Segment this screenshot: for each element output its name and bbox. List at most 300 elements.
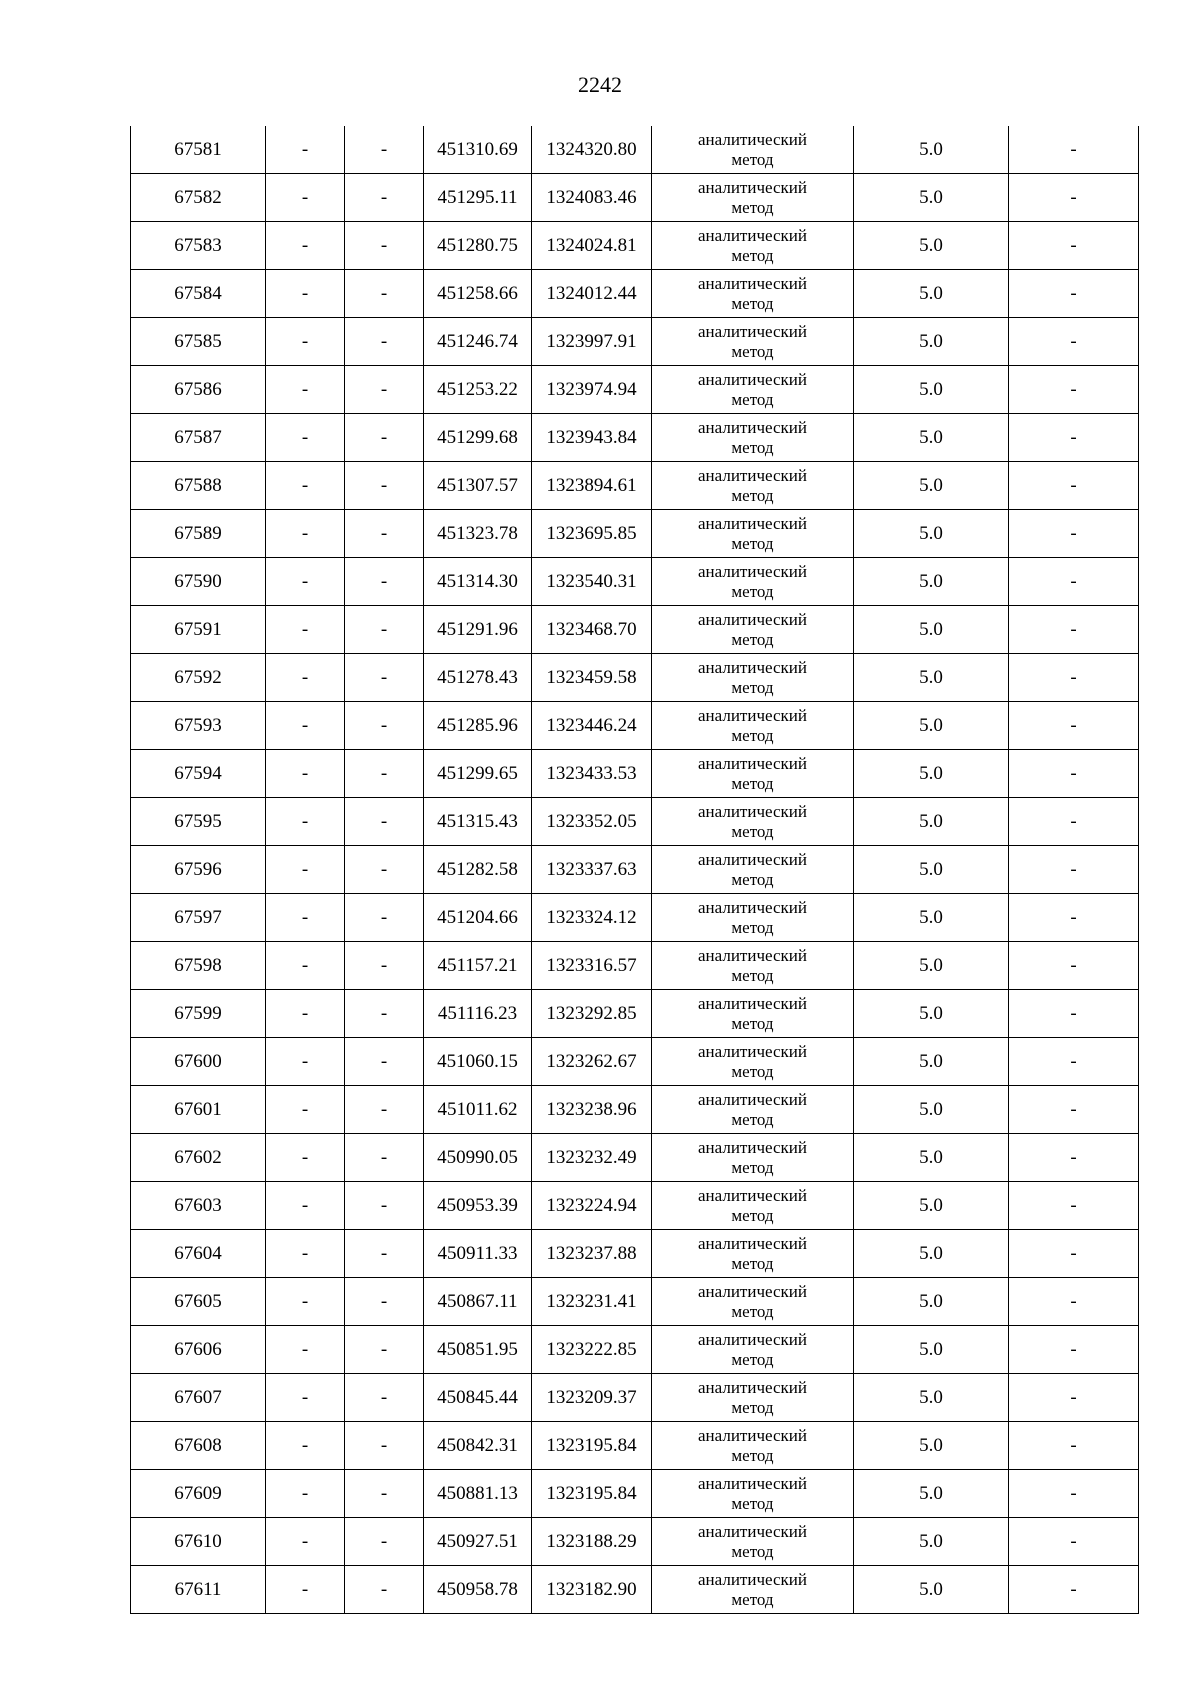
accuracy-cell: 5.0	[854, 1326, 1009, 1374]
method-line-1: аналитический	[698, 1233, 807, 1253]
point-number-cell: 67608	[131, 1422, 266, 1470]
method-cell	[652, 1278, 854, 1326]
y-coordinate-cell: 1323943.84	[532, 414, 652, 462]
accuracy-cell: 5.0	[854, 366, 1009, 414]
method-line-1: аналитический	[698, 129, 807, 149]
method-line-1: аналитический	[698, 705, 807, 725]
point-number-cell: 67587	[131, 414, 266, 462]
note-cell: -	[1009, 318, 1139, 366]
note-cell: -	[1009, 510, 1139, 558]
x-coordinate-cell: 450927.51	[424, 1518, 532, 1566]
method-cell	[652, 222, 854, 270]
method-line-2: метод	[731, 869, 774, 889]
empty-value-cell: -	[345, 1182, 424, 1230]
empty-value-cell: -	[266, 1470, 345, 1518]
x-coordinate-cell: 451282.58	[424, 846, 532, 894]
note-cell: -	[1009, 270, 1139, 318]
y-coordinate-cell: 1323238.96	[532, 1086, 652, 1134]
x-coordinate-cell: 450845.44	[424, 1374, 532, 1422]
method-cell	[652, 270, 854, 318]
table-row	[131, 414, 1139, 462]
x-coordinate-cell: 450851.95	[424, 1326, 532, 1374]
x-coordinate-cell: 451280.75	[424, 222, 532, 270]
empty-value-cell: -	[266, 1518, 345, 1566]
empty-value-cell: -	[345, 1134, 424, 1182]
note-cell: -	[1009, 462, 1139, 510]
empty-value-cell: -	[345, 1566, 424, 1614]
method-line-2: метод	[731, 1253, 774, 1273]
y-coordinate-cell: 1323182.90	[532, 1566, 652, 1614]
empty-value-cell: -	[345, 1230, 424, 1278]
method-line-1: аналитический	[698, 1425, 807, 1445]
note-cell: -	[1009, 654, 1139, 702]
empty-value-cell: -	[345, 846, 424, 894]
accuracy-cell: 5.0	[854, 942, 1009, 990]
empty-value-cell: -	[345, 1038, 424, 1086]
method-cell	[652, 1086, 854, 1134]
accuracy-cell: 5.0	[854, 222, 1009, 270]
method-line-1: аналитический	[698, 801, 807, 821]
empty-value-cell: -	[266, 1230, 345, 1278]
table-row	[131, 1326, 1139, 1374]
y-coordinate-cell: 1324320.80	[532, 126, 652, 174]
x-coordinate-cell: 451299.65	[424, 750, 532, 798]
note-cell: -	[1009, 798, 1139, 846]
accuracy-cell: 5.0	[854, 558, 1009, 606]
point-number-cell: 67591	[131, 606, 266, 654]
empty-value-cell: -	[266, 846, 345, 894]
empty-value-cell: -	[266, 894, 345, 942]
point-number-cell: 67590	[131, 558, 266, 606]
table-row	[131, 1230, 1139, 1278]
table-row	[131, 222, 1139, 270]
empty-value-cell: -	[266, 414, 345, 462]
method-line-2: метод	[731, 389, 774, 409]
empty-value-cell: -	[266, 1326, 345, 1374]
empty-value-cell: -	[345, 798, 424, 846]
method-cell	[652, 798, 854, 846]
x-coordinate-cell: 451157.21	[424, 942, 532, 990]
empty-value-cell: -	[345, 222, 424, 270]
table-row	[131, 1566, 1139, 1614]
method-line-2: метод	[731, 1061, 774, 1081]
y-coordinate-cell: 1323224.94	[532, 1182, 652, 1230]
x-coordinate-cell: 451295.11	[424, 174, 532, 222]
method-line-2: метод	[731, 677, 774, 697]
accuracy-cell: 5.0	[854, 1230, 1009, 1278]
method-line-1: аналитический	[698, 273, 807, 293]
y-coordinate-cell: 1323316.57	[532, 942, 652, 990]
empty-value-cell: -	[266, 1278, 345, 1326]
method-cell	[652, 1230, 854, 1278]
empty-value-cell: -	[345, 750, 424, 798]
accuracy-cell: 5.0	[854, 702, 1009, 750]
x-coordinate-cell: 451060.15	[424, 1038, 532, 1086]
y-coordinate-cell: 1323292.85	[532, 990, 652, 1038]
method-line-2: метод	[731, 1397, 774, 1417]
accuracy-cell: 5.0	[854, 1470, 1009, 1518]
point-number-cell: 67601	[131, 1086, 266, 1134]
method-line-2: метод	[731, 341, 774, 361]
method-line-2: метод	[731, 1541, 774, 1561]
method-line-1: аналитический	[698, 1041, 807, 1061]
method-line-2: метод	[731, 1445, 774, 1465]
empty-value-cell: -	[266, 1086, 345, 1134]
empty-value-cell: -	[266, 942, 345, 990]
table-row	[131, 990, 1139, 1038]
note-cell: -	[1009, 1518, 1139, 1566]
method-line-1: аналитический	[698, 1185, 807, 1205]
method-line-2: метод	[731, 1109, 774, 1129]
x-coordinate-cell: 451314.30	[424, 558, 532, 606]
method-line-1: аналитический	[698, 321, 807, 341]
accuracy-cell: 5.0	[854, 462, 1009, 510]
x-coordinate-cell: 450911.33	[424, 1230, 532, 1278]
note-cell: -	[1009, 1374, 1139, 1422]
y-coordinate-cell: 1323195.84	[532, 1422, 652, 1470]
accuracy-cell: 5.0	[854, 270, 1009, 318]
x-coordinate-cell: 451011.62	[424, 1086, 532, 1134]
y-coordinate-cell: 1323352.05	[532, 798, 652, 846]
x-coordinate-cell: 451278.43	[424, 654, 532, 702]
method-line-2: метод	[731, 197, 774, 217]
note-cell: -	[1009, 702, 1139, 750]
method-cell	[652, 702, 854, 750]
method-line-2: метод	[731, 245, 774, 265]
method-line-1: аналитический	[698, 417, 807, 437]
point-number-cell: 67610	[131, 1518, 266, 1566]
empty-value-cell: -	[266, 654, 345, 702]
method-cell	[652, 1566, 854, 1614]
empty-value-cell: -	[266, 366, 345, 414]
x-coordinate-cell: 451310.69	[424, 126, 532, 174]
note-cell: -	[1009, 846, 1139, 894]
accuracy-cell: 5.0	[854, 798, 1009, 846]
accuracy-cell: 5.0	[854, 846, 1009, 894]
method-line-1: аналитический	[698, 945, 807, 965]
table-row	[131, 126, 1139, 174]
method-cell	[652, 750, 854, 798]
empty-value-cell: -	[345, 558, 424, 606]
method-cell	[652, 894, 854, 942]
method-line-2: метод	[731, 1157, 774, 1177]
method-line-1: аналитический	[698, 1281, 807, 1301]
accuracy-cell: 5.0	[854, 990, 1009, 1038]
x-coordinate-cell: 450953.39	[424, 1182, 532, 1230]
point-number-cell: 67584	[131, 270, 266, 318]
empty-value-cell: -	[345, 1086, 424, 1134]
x-coordinate-cell: 451323.78	[424, 510, 532, 558]
y-coordinate-cell: 1323188.29	[532, 1518, 652, 1566]
y-coordinate-cell: 1323468.70	[532, 606, 652, 654]
table-row	[131, 318, 1139, 366]
method-line-1: аналитический	[698, 1569, 807, 1589]
point-number-cell: 67597	[131, 894, 266, 942]
empty-value-cell: -	[345, 174, 424, 222]
method-line-2: метод	[731, 293, 774, 313]
table-row	[131, 702, 1139, 750]
x-coordinate-cell: 451204.66	[424, 894, 532, 942]
point-number-cell: 67603	[131, 1182, 266, 1230]
point-number-cell: 67606	[131, 1326, 266, 1374]
point-number-cell: 67586	[131, 366, 266, 414]
method-cell	[652, 126, 854, 174]
empty-value-cell: -	[266, 1422, 345, 1470]
y-coordinate-cell: 1323695.85	[532, 510, 652, 558]
empty-value-cell: -	[345, 702, 424, 750]
method-cell	[652, 606, 854, 654]
empty-value-cell: -	[266, 318, 345, 366]
method-cell	[652, 1182, 854, 1230]
method-line-1: аналитический	[698, 1473, 807, 1493]
x-coordinate-cell: 451116.23	[424, 990, 532, 1038]
point-number-cell: 67593	[131, 702, 266, 750]
y-coordinate-cell: 1323324.12	[532, 894, 652, 942]
method-line-2: метод	[731, 437, 774, 457]
table-body	[131, 126, 1139, 1614]
empty-value-cell: -	[345, 510, 424, 558]
empty-value-cell: -	[266, 174, 345, 222]
note-cell: -	[1009, 1182, 1139, 1230]
table-row	[131, 366, 1139, 414]
x-coordinate-cell: 451258.66	[424, 270, 532, 318]
method-line-2: метод	[731, 1349, 774, 1369]
method-line-2: метод	[731, 533, 774, 553]
y-coordinate-cell: 1323232.49	[532, 1134, 652, 1182]
method-line-2: метод	[731, 1013, 774, 1033]
method-line-1: аналитический	[698, 849, 807, 869]
empty-value-cell: -	[266, 462, 345, 510]
note-cell: -	[1009, 606, 1139, 654]
y-coordinate-cell: 1323446.24	[532, 702, 652, 750]
page-number: 2242	[578, 72, 622, 97]
x-coordinate-cell: 451246.74	[424, 318, 532, 366]
note-cell: -	[1009, 990, 1139, 1038]
empty-value-cell: -	[266, 510, 345, 558]
x-coordinate-cell: 450990.05	[424, 1134, 532, 1182]
empty-value-cell: -	[266, 270, 345, 318]
method-line-1: аналитический	[698, 897, 807, 917]
empty-value-cell: -	[345, 462, 424, 510]
accuracy-cell: 5.0	[854, 1422, 1009, 1470]
method-line-2: метод	[731, 725, 774, 745]
point-number-cell: 67598	[131, 942, 266, 990]
note-cell: -	[1009, 366, 1139, 414]
note-cell: -	[1009, 942, 1139, 990]
accuracy-cell: 5.0	[854, 1518, 1009, 1566]
method-line-1: аналитический	[698, 657, 807, 677]
accuracy-cell: 5.0	[854, 750, 1009, 798]
method-line-2: метод	[731, 1589, 774, 1609]
method-line-1: аналитический	[698, 225, 807, 245]
y-coordinate-cell: 1323540.31	[532, 558, 652, 606]
empty-value-cell: -	[345, 894, 424, 942]
x-coordinate-cell: 450881.13	[424, 1470, 532, 1518]
y-coordinate-cell: 1323997.91	[532, 318, 652, 366]
accuracy-cell: 5.0	[854, 1086, 1009, 1134]
x-coordinate-cell: 450958.78	[424, 1566, 532, 1614]
empty-value-cell: -	[345, 654, 424, 702]
accuracy-cell: 5.0	[854, 1134, 1009, 1182]
table-row	[131, 1278, 1139, 1326]
method-line-1: аналитический	[698, 993, 807, 1013]
x-coordinate-cell: 451299.68	[424, 414, 532, 462]
method-cell	[652, 1038, 854, 1086]
table-row	[131, 798, 1139, 846]
accuracy-cell: 5.0	[854, 1374, 1009, 1422]
empty-value-cell: -	[266, 1182, 345, 1230]
x-coordinate-cell: 451307.57	[424, 462, 532, 510]
table-row	[131, 1086, 1139, 1134]
accuracy-cell: 5.0	[854, 414, 1009, 462]
empty-value-cell: -	[266, 1038, 345, 1086]
method-line-1: аналитический	[698, 369, 807, 389]
y-coordinate-cell: 1323974.94	[532, 366, 652, 414]
table-row	[131, 1422, 1139, 1470]
y-coordinate-cell: 1323894.61	[532, 462, 652, 510]
empty-value-cell: -	[345, 990, 424, 1038]
table-row	[131, 174, 1139, 222]
note-cell: -	[1009, 1326, 1139, 1374]
method-line-1: аналитический	[698, 561, 807, 581]
method-line-2: метод	[731, 1301, 774, 1321]
y-coordinate-cell: 1323222.85	[532, 1326, 652, 1374]
point-number-cell: 67607	[131, 1374, 266, 1422]
accuracy-cell: 5.0	[854, 126, 1009, 174]
method-cell	[652, 318, 854, 366]
accuracy-cell: 5.0	[854, 1566, 1009, 1614]
method-line-1: аналитический	[698, 513, 807, 533]
empty-value-cell: -	[266, 126, 345, 174]
note-cell: -	[1009, 750, 1139, 798]
note-cell: -	[1009, 894, 1139, 942]
note-cell: -	[1009, 1038, 1139, 1086]
note-cell: -	[1009, 1422, 1139, 1470]
table-row	[131, 654, 1139, 702]
method-cell	[652, 1134, 854, 1182]
method-cell	[652, 462, 854, 510]
point-number-cell: 67600	[131, 1038, 266, 1086]
accuracy-cell: 5.0	[854, 1038, 1009, 1086]
y-coordinate-cell: 1324012.44	[532, 270, 652, 318]
accuracy-cell: 5.0	[854, 606, 1009, 654]
accuracy-cell: 5.0	[854, 1182, 1009, 1230]
table-row	[131, 510, 1139, 558]
table-row	[131, 1470, 1139, 1518]
method-cell	[652, 942, 854, 990]
method-cell	[652, 414, 854, 462]
method-cell	[652, 1470, 854, 1518]
point-number-cell: 67589	[131, 510, 266, 558]
empty-value-cell: -	[266, 1566, 345, 1614]
x-coordinate-cell: 450867.11	[424, 1278, 532, 1326]
y-coordinate-cell: 1323209.37	[532, 1374, 652, 1422]
empty-value-cell: -	[345, 1326, 424, 1374]
empty-value-cell: -	[345, 318, 424, 366]
y-coordinate-cell: 1323231.41	[532, 1278, 652, 1326]
y-coordinate-cell: 1323262.67	[532, 1038, 652, 1086]
method-line-1: аналитический	[698, 465, 807, 485]
empty-value-cell: -	[266, 750, 345, 798]
empty-value-cell: -	[266, 606, 345, 654]
point-number-cell: 67602	[131, 1134, 266, 1182]
accuracy-cell: 5.0	[854, 174, 1009, 222]
method-cell	[652, 1422, 854, 1470]
empty-value-cell: -	[266, 558, 345, 606]
note-cell: -	[1009, 1470, 1139, 1518]
table-row	[131, 1518, 1139, 1566]
empty-value-cell: -	[266, 798, 345, 846]
empty-value-cell: -	[345, 1374, 424, 1422]
method-cell	[652, 990, 854, 1038]
method-line-2: метод	[731, 149, 774, 169]
accuracy-cell: 5.0	[854, 654, 1009, 702]
point-number-cell: 67588	[131, 462, 266, 510]
empty-value-cell: -	[345, 942, 424, 990]
point-number-cell: 67599	[131, 990, 266, 1038]
table-row	[131, 894, 1139, 942]
note-cell: -	[1009, 1230, 1139, 1278]
method-line-2: метод	[731, 629, 774, 649]
empty-value-cell: -	[266, 702, 345, 750]
table-row	[131, 606, 1139, 654]
note-cell: -	[1009, 222, 1139, 270]
table-row	[131, 942, 1139, 990]
table-row	[131, 1182, 1139, 1230]
method-line-2: метод	[731, 965, 774, 985]
empty-value-cell: -	[345, 414, 424, 462]
method-line-1: аналитический	[698, 1329, 807, 1349]
y-coordinate-cell: 1323459.58	[532, 654, 652, 702]
method-line-1: аналитический	[698, 1137, 807, 1157]
empty-value-cell: -	[345, 606, 424, 654]
method-cell	[652, 846, 854, 894]
point-number-cell: 67611	[131, 1566, 266, 1614]
table-row	[131, 1038, 1139, 1086]
empty-value-cell: -	[345, 126, 424, 174]
empty-value-cell: -	[345, 366, 424, 414]
method-line-2: метод	[731, 773, 774, 793]
point-number-cell: 67609	[131, 1470, 266, 1518]
method-line-1: аналитический	[698, 1521, 807, 1541]
empty-value-cell: -	[266, 222, 345, 270]
point-number-cell: 67596	[131, 846, 266, 894]
point-number-cell: 67581	[131, 126, 266, 174]
method-line-1: аналитический	[698, 177, 807, 197]
x-coordinate-cell: 451315.43	[424, 798, 532, 846]
point-number-cell: 67595	[131, 798, 266, 846]
point-number-cell: 67585	[131, 318, 266, 366]
method-line-2: метод	[731, 485, 774, 505]
table-row	[131, 558, 1139, 606]
method-cell	[652, 654, 854, 702]
method-line-2: метод	[731, 917, 774, 937]
x-coordinate-cell: 450842.31	[424, 1422, 532, 1470]
x-coordinate-cell: 451285.96	[424, 702, 532, 750]
note-cell: -	[1009, 1134, 1139, 1182]
accuracy-cell: 5.0	[854, 510, 1009, 558]
x-coordinate-cell: 451253.22	[424, 366, 532, 414]
method-line-1: аналитический	[698, 609, 807, 629]
y-coordinate-cell: 1323337.63	[532, 846, 652, 894]
method-cell	[652, 1326, 854, 1374]
point-number-cell: 67605	[131, 1278, 266, 1326]
empty-value-cell: -	[345, 1278, 424, 1326]
empty-value-cell: -	[345, 1518, 424, 1566]
coordinates-table	[130, 126, 1139, 1614]
empty-value-cell: -	[266, 990, 345, 1038]
y-coordinate-cell: 1323195.84	[532, 1470, 652, 1518]
